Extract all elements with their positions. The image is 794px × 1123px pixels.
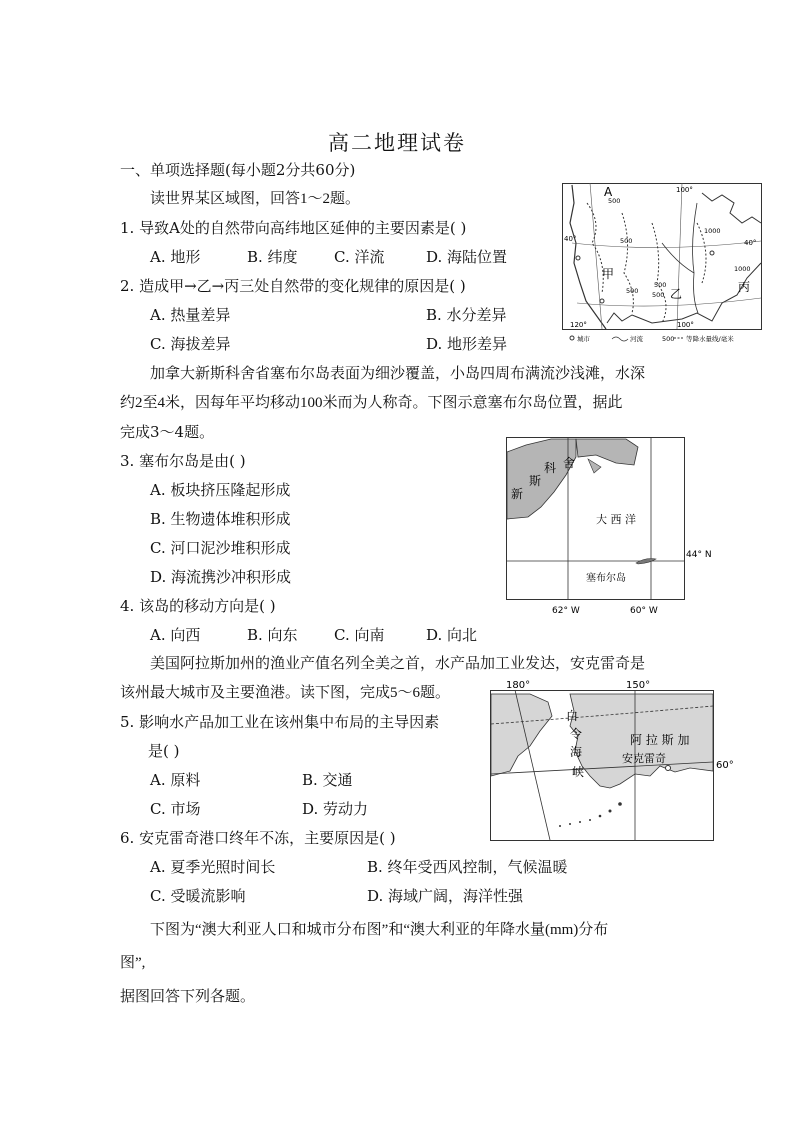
- strait-label: 峡: [572, 765, 585, 779]
- lat-label: 40°: [564, 235, 577, 243]
- iso-label: 500: [626, 287, 639, 295]
- q6-stem: 6. 安克雷奇港口终年不冻，主要原因是( ): [120, 829, 396, 847]
- strait-label: 海: [570, 745, 583, 759]
- q4-option-b: B. 向东: [247, 626, 298, 644]
- q1-option-c: C. 洋流: [334, 248, 385, 266]
- passage-line: 完成3～4题。: [120, 423, 215, 441]
- legend-city: 城市: [577, 335, 590, 343]
- q3-stem: 3. 塞布尔岛是由( ): [120, 452, 246, 470]
- passage-line: 该州最大城市及主要渔港。读下图，完成5～6题。: [120, 685, 451, 701]
- q5-option-a: A. 原料: [150, 771, 201, 789]
- lon-label: 180°: [506, 680, 531, 691]
- passage-line: 据图回答下列各题。: [120, 987, 256, 1005]
- q5-option-b: B. 交通: [302, 771, 353, 789]
- label-a: A: [604, 185, 613, 199]
- q4-option-c: C. 向南: [334, 626, 385, 644]
- page-title: 高二地理试卷: [328, 131, 466, 155]
- lon-label: 120°: [570, 321, 587, 329]
- lon-label: 100°: [676, 186, 693, 194]
- iso-label: 500: [608, 197, 621, 205]
- q1-option-a: A. 地形: [150, 248, 201, 266]
- island-label: 塞布尔岛: [586, 573, 626, 584]
- iso-label: 500: [620, 237, 633, 245]
- strait-label: 令: [570, 727, 583, 741]
- q2-option-d: D. 地形差异: [426, 335, 508, 353]
- q2-option-a: A. 热量差异: [150, 306, 231, 324]
- passage-line: 图”,: [120, 955, 146, 971]
- q3-option-c: C. 河口泥沙堆积形成: [150, 539, 291, 557]
- north-america-map: [562, 183, 762, 348]
- intro-text: 读世界某区域图，回答1～2题。: [150, 191, 361, 207]
- q2-stem: 2. 造成甲→乙→丙三处自然带的变化规律的原因是( ): [120, 277, 466, 295]
- lon-label: 62° W: [552, 606, 580, 616]
- label-yi: 乙: [670, 287, 683, 301]
- passage-line: 约2至4米，因每年平均移动100米而为人称奇。下图示意塞布尔岛位置，据此: [120, 395, 623, 411]
- q5-option-c: C. 市场: [150, 800, 201, 818]
- q6-option-b: B. 终年受西风控制，气候温暖: [367, 858, 568, 876]
- q3-option-d: D. 海流携沙冲积形成: [150, 568, 292, 586]
- q1-option-b: B. 纬度: [247, 248, 298, 266]
- q1-option-d: D. 海陆位置: [426, 248, 508, 266]
- alaska-label: 阿 拉 斯 加: [630, 733, 690, 747]
- q6-option-a: A. 夏季光照时间长: [150, 858, 276, 876]
- label-nova: 新: [511, 487, 524, 501]
- label-nova: 科: [544, 461, 557, 475]
- q3-option-b: B. 生物遗体堆积形成: [150, 510, 291, 528]
- q4-stem: 4. 该岛的移动方向是( ): [120, 597, 276, 615]
- q2-option-c: C. 海拔差异: [150, 335, 231, 353]
- label-bing: 丙: [738, 280, 751, 294]
- city-label: 安克雷奇: [622, 752, 666, 765]
- passage-line: 美国阿拉斯加州的渔业产值名列全美之首，水产品加工业发达，安克雷奇是: [150, 656, 646, 672]
- q5-stem-cont: 是( ): [148, 742, 180, 760]
- iso-label: 1000: [734, 265, 751, 273]
- legend-isohyet: 等降水量线/毫米: [686, 335, 734, 343]
- iso-label: 500: [652, 291, 665, 299]
- lat-label: 40°: [744, 239, 757, 247]
- q6-option-c: C. 受暖流影响: [150, 887, 246, 905]
- q6-option-d: D. 海域广阔，海洋性强: [367, 887, 524, 905]
- q5-option-d: D. 劳动力: [302, 800, 369, 818]
- section-heading: 一、单项选择题(每小题2分共60分): [120, 161, 356, 179]
- lat-label: 44° N: [686, 550, 712, 560]
- lat-label: 60°: [716, 760, 734, 771]
- passage-line: 下图为“澳大利亚人口和城市分布图”和“澳大利亚的年降水量(mm)分布: [150, 922, 609, 938]
- legend-iso-value: 500: [662, 335, 675, 343]
- passage-line: 加拿大新斯科舍省塞布尔岛表面为细沙覆盖，小岛四周布满流沙浅滩，水深: [150, 366, 646, 382]
- ocean-label: 大 西 洋: [596, 513, 636, 526]
- q2-option-b: B. 水分差异: [426, 306, 507, 324]
- iso-label: 500: [654, 281, 667, 289]
- strait-label: 白: [566, 709, 579, 723]
- label-nova: 舍: [563, 456, 576, 470]
- iso-label: 1000: [704, 227, 721, 235]
- lon-label: 60° W: [630, 606, 658, 616]
- q4-option-d: D. 向北: [426, 626, 478, 644]
- legend-river: 河流: [630, 335, 643, 343]
- q1-stem: 1. 导致A处的自然带向高纬地区延伸的主要因素是( ): [120, 219, 467, 237]
- q3-option-a: A. 板块挤压隆起形成: [150, 481, 291, 499]
- sable-island-map: [506, 437, 716, 617]
- lon-label: 100°: [677, 321, 694, 329]
- q4-option-a: A. 向西: [150, 626, 201, 644]
- label-nova: 斯: [529, 474, 542, 488]
- label-jia: 甲: [602, 267, 615, 281]
- lon-label: 150°: [626, 680, 651, 691]
- q5-stem: 5. 影响水产品加工业在该州集中布局的主导因素: [120, 713, 440, 731]
- alaska-map: [490, 676, 780, 846]
